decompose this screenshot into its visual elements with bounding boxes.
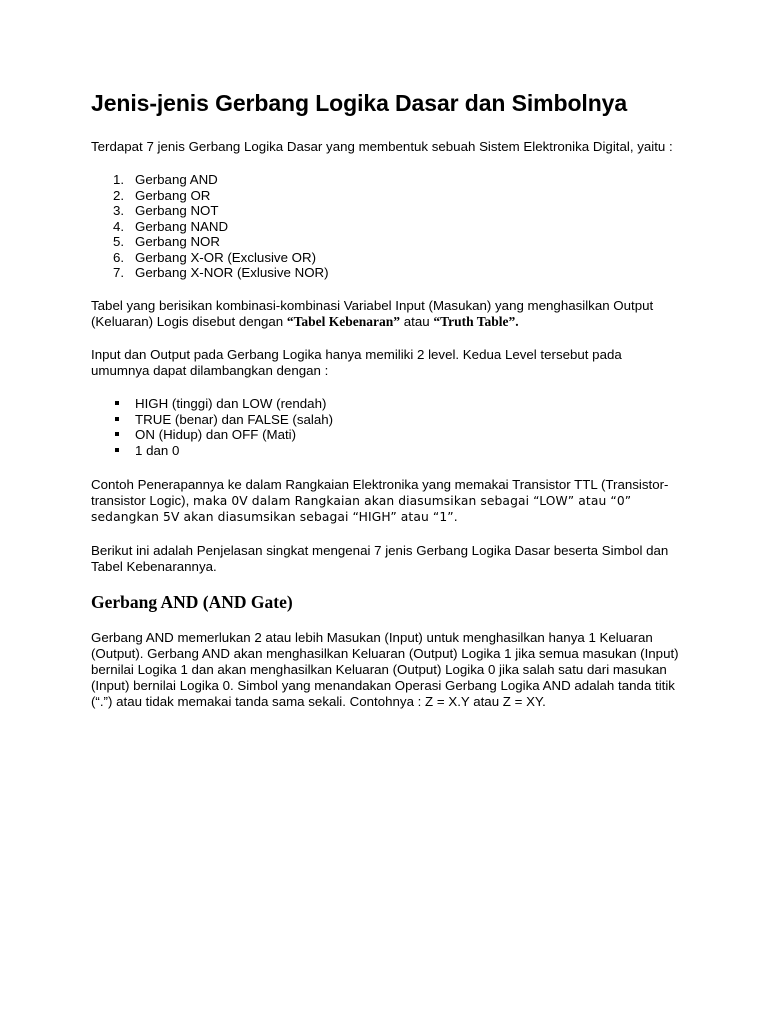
truth-table-paragraph: Tabel yang berisikan kombinasi-kombinasi Variabel Input (Masukan) yang menghasilkan Output (Keluaran) Logis disebut dengan “Tabel Kebenaran” atau “Truth Table”. [91, 298, 654, 329]
bullet-square-icon [115, 401, 119, 405]
page-title: Jenis-jenis Gerbang Logika Dasar dan Simbolnya [91, 90, 628, 116]
bullet-square-icon [115, 448, 119, 452]
bullet-square-icon [115, 417, 119, 421]
levels-list [91, 396, 333, 458]
gates-list [91, 172, 329, 281]
list-item: TRUE (benar) dan FALSE (salah) [91, 412, 333, 428]
term-tabel-kebenaran: “Tabel Kebenaran” [286, 314, 401, 329]
list-item: 1. Gerbang AND [113, 172, 218, 187]
bullet-square-icon [115, 432, 119, 436]
summary-paragraph: Berikut ini adalah Penjelasan singkat mengenai 7 jenis Gerbang Logika Dasar beserta Simbol dan Tabel Kebenarannya. [91, 543, 669, 574]
list-item: ON (Hidup) dan OFF (Mati) [91, 427, 333, 443]
levels-paragraph: Input dan Output pada Gerbang Logika hanya memiliki 2 level. Kedua Level tersebut pada umumnya dapat dilambangkan dengan : [91, 347, 622, 378]
list-item: 5. Gerbang NOR [113, 234, 220, 249]
ttl-voltage-text: maka 0V dalam Rangkaian akan diasumsikan sebagai “LOW” atau “0” sedangkan 5V akan diasumsikan sebagai “HIGH” atau “1”. [91, 494, 632, 524]
truth-table-line1: Tabel yang berisikan kombinasi-kombinasi Variabel Input (Masukan) yang menghasilkan Output [91, 298, 654, 313]
list-item: 2. Gerbang OR [113, 187, 211, 203]
list-item: 7. Gerbang X-NOR (Exlusive NOR) [113, 265, 329, 280]
term-truth-table: “Truth Table”. [433, 314, 519, 329]
list-item: 6. Gerbang X-OR (Exclusive OR) [113, 249, 317, 265]
intro-paragraph: Terdapat 7 jenis Gerbang Logika Dasar yang membentuk sebuah Sistem Elektronika Digital, yaitu : [91, 139, 673, 154]
truth-table-line2: (Keluaran) Logis disebut dengan [91, 314, 287, 329]
and-gate-heading: Gerbang AND (AND Gate) [91, 592, 293, 612]
list-item: 3. Gerbang NOT [113, 203, 219, 218]
and-gate-paragraph: Gerbang AND memerlukan 2 atau lebih Masukan (Input) untuk menghasilkan hanya 1 Keluaran (Output). Gerbang AND akan menghasilkan Keluaran (Output) Logika 1 jika semua masukan (Input) bernilai Logika 1 dan akan menghasilkan Keluaran (Output) Logika 0 jika salah satu dari masukan (Input) bernilai Logika 0. Simbol yang menandakan Operasi Gerbang Logika AND adalah tanda titik (“.”) atau tidak memakai tanda sama sekali. Contohnya : Z = X.Y atau Z = XY. [91, 630, 679, 709]
list-item: 4. Gerbang NAND [113, 218, 229, 234]
list-item: HIGH (tinggi) dan LOW (rendah) [91, 396, 333, 412]
list-item: 1 dan 0 [91, 443, 333, 459]
ttl-paragraph: Contoh Penerapannya ke dalam Rangkaian Elektronika yang memakai Transistor TTL (Transistor-transistor Logic), maka 0V dalam Rangkaian akan diasumsikan sebagai “LOW” atau “0” sedangkan 5V akan diasumsikan sebagai “HIGH” atau “1”. [91, 477, 669, 524]
